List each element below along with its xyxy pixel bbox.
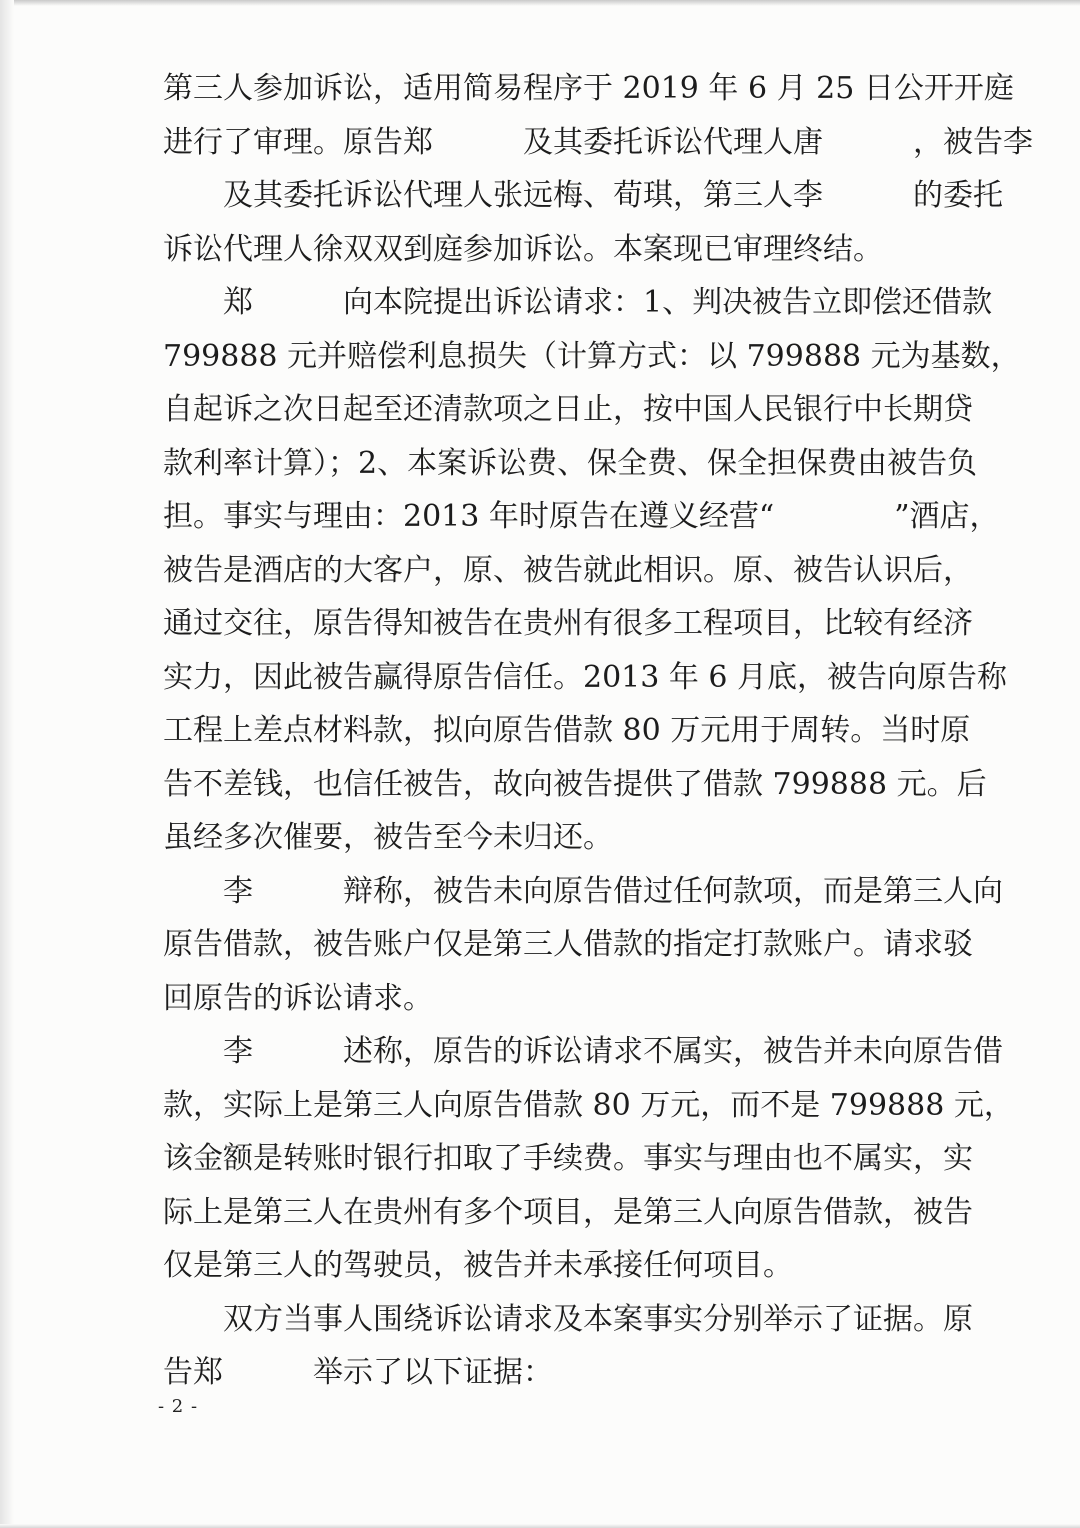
body-line: 及其委托诉讼代理人张远梅、荀琪，第三人李 的委托	[223, 178, 1003, 213]
body-line: 担。事实与理由：2013 年时原告在遵义经营“ ”酒店，	[163, 499, 1000, 534]
body-line: 告不差钱，也信任被告，故向被告提供了借款 799888 元。后	[163, 766, 987, 802]
body-line: 实力，因此被告赢得原告信任。2013 年 6 月底，被告向原告称	[163, 659, 1008, 695]
body-line: 虽经多次催要，被告至今未归还。	[163, 820, 613, 855]
document-body	[163, 62, 1033, 1400]
page-number: - 2 -	[158, 1396, 199, 1417]
body-line: 自起诉之次日起至还清款项之日止，按中国人民银行中长期贷	[163, 392, 973, 427]
body-line: 李 辩称，被告未向原告借过任何款项，而是第三人向	[223, 873, 1003, 909]
body-line: 告郑 举示了以下证据：	[163, 1355, 553, 1390]
body-line: 被告是酒店的大客户，原、被告就此相识。原、被告认识后，	[163, 552, 973, 588]
body-line: 李 述称，原告的诉讼请求不属实，被告并未向原告借	[223, 1034, 1003, 1069]
body-line: 799888 元并赔偿利息损失（计算方式：以 799888 元为基数，	[163, 338, 1021, 374]
body-line: 双方当事人围绕诉讼请求及本案事实分别举示了证据。原	[223, 1301, 973, 1337]
body-line: 款利率计算）；2、本案诉讼费、保全费、保全担保费由被告负	[163, 445, 978, 481]
body-line: 仅是第三人的驾驶员，被告并未承接任何项目。	[163, 1248, 793, 1283]
page-bottom-edge	[0, 1524, 1080, 1528]
body-line: 际上是第三人在贵州有多个项目，是第三人向原告借款，被告	[163, 1194, 973, 1230]
body-line: 通过交往，原告得知被告在贵州有很多工程项目，比较有经济	[163, 606, 973, 641]
page-top-edge	[0, 0, 1080, 6]
body-line: 原告借款，被告账户仅是第三人借款的指定打款账户。请求驳	[163, 927, 973, 962]
body-line: 回原告的诉讼请求。	[163, 980, 433, 1016]
body-line: 工程上差点材料款，拟向原告借款 80 万元用于周转。当时原	[163, 713, 971, 748]
body-line: 进行了审理。原告郑 及其委托诉讼代理人唐 ，被告李	[163, 124, 1033, 160]
body-line: 第三人参加诉讼，适用简易程序于 2019 年 6 月 25 日公开开庭	[163, 71, 1014, 106]
body-line: 郑 向本院提出诉讼请求：1、判决被告立即偿还借款	[223, 285, 993, 320]
body-line: 该金额是转账时银行扣取了手续费。事实与理由也不属实，实	[163, 1141, 973, 1176]
body-line: 诉讼代理人徐双双到庭参加诉讼。本案现已审理终结。	[163, 231, 883, 267]
page-left-shadow	[0, 0, 14, 1528]
body-line: 款，实际上是第三人向原告借款 80 万元，而不是 799888 元，	[163, 1087, 1014, 1123]
